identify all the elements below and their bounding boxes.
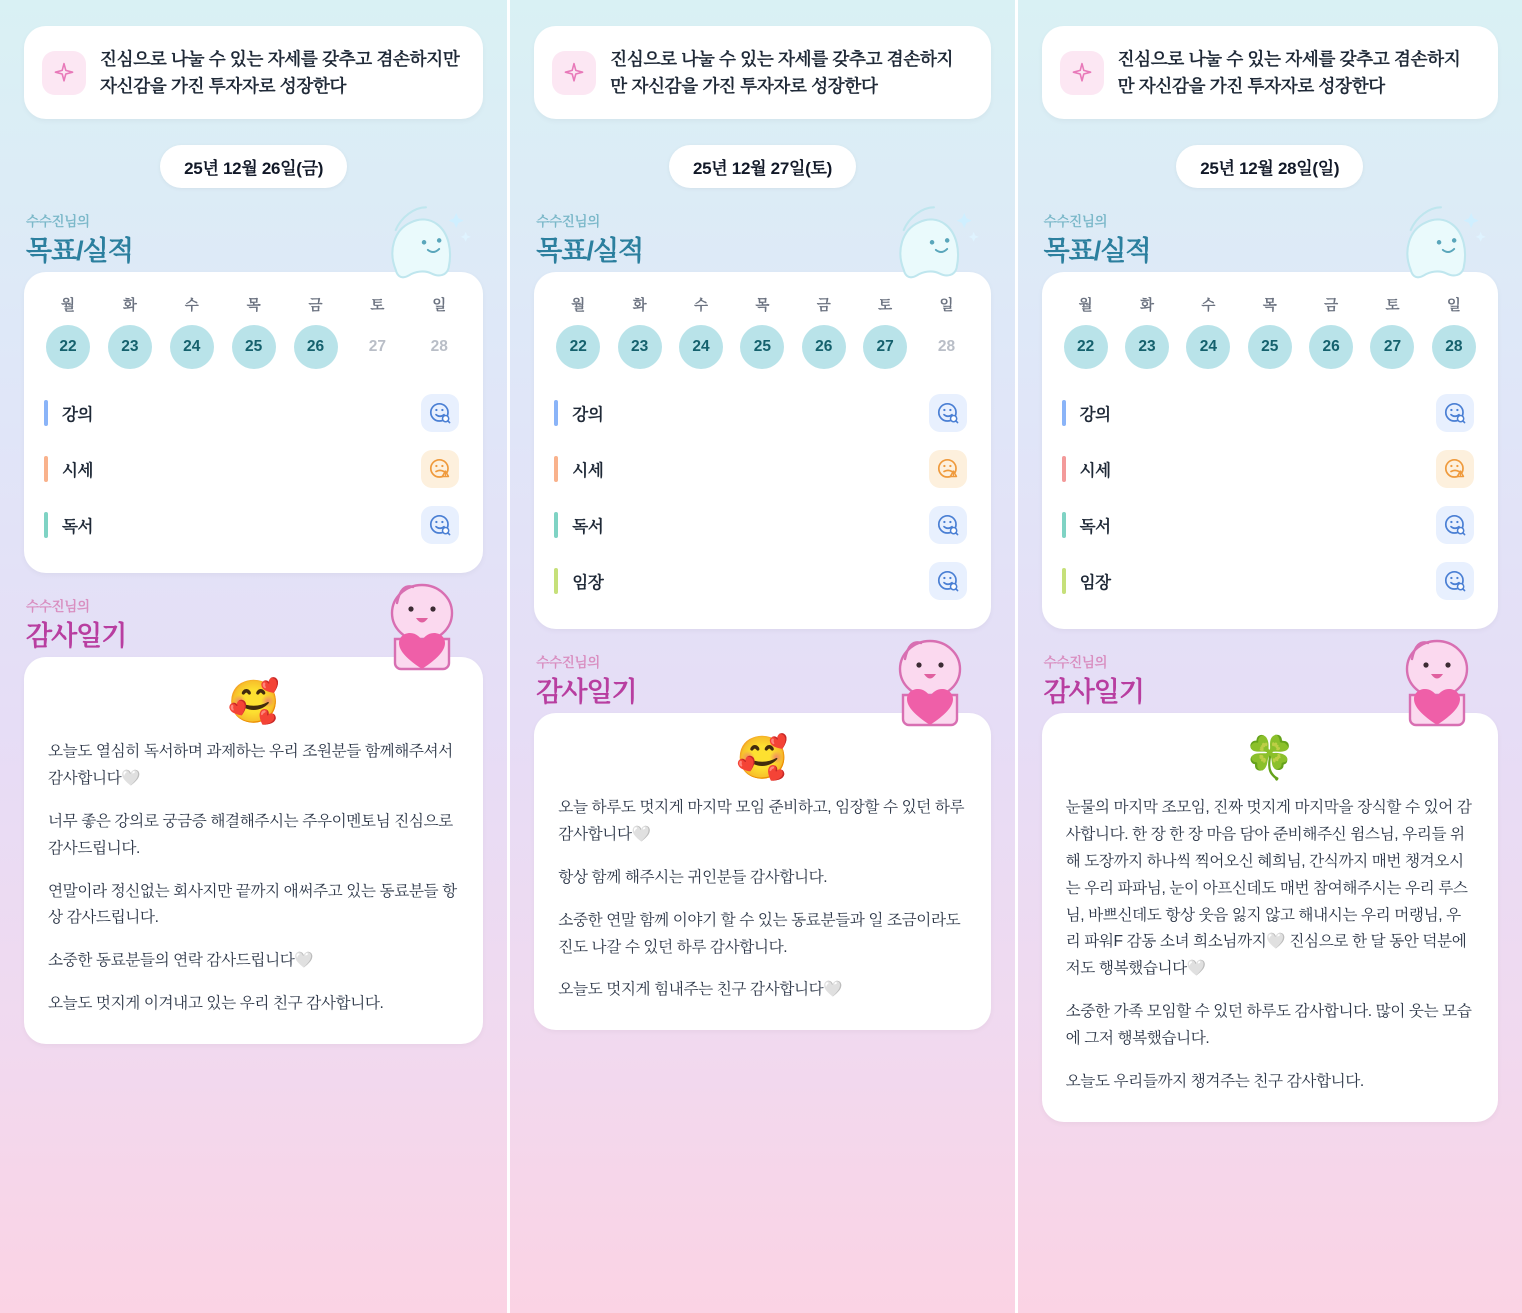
calendar-day[interactable]: 22	[1064, 325, 1108, 369]
diary-card	[24, 657, 483, 1044]
task-name: 독서	[1079, 518, 1111, 537]
calendar-day[interactable]: 22	[46, 325, 90, 369]
quote-text: 진심으로 나눌 수 있는 자세를 갖추고 겸손하지만 자신감을 가진 투자자로 성장한다	[100, 49, 460, 96]
task-color-bar	[44, 456, 48, 482]
task-list	[44, 385, 463, 553]
weekday-label: 목	[1262, 298, 1277, 315]
task-color-bar	[554, 456, 558, 482]
diary-paragraph: 오늘도 멋지게 이겨내고 있는 우리 친구 감사합니다.	[48, 995, 384, 1013]
task-row[interactable]	[44, 441, 463, 497]
weekday-label: 월	[60, 298, 75, 315]
sparkle-badge	[42, 51, 86, 95]
calendar-day[interactable]: 23	[1125, 325, 1169, 369]
goal-section-header	[1042, 210, 1498, 272]
goal-section-subtitle: 수수진님의	[536, 214, 601, 230]
date-pill[interactable]: 25년 12월 27일(토)	[669, 145, 856, 188]
mood-face-icon	[936, 457, 960, 481]
task-row[interactable]	[1062, 553, 1478, 609]
diary-paragraph: 오늘도 우리들까지 챙겨주는 친구 감사합니다.	[1065, 1072, 1364, 1090]
task-row[interactable]	[44, 385, 463, 441]
task-status-icon[interactable]	[421, 394, 459, 432]
task-status-icon[interactable]	[421, 506, 459, 544]
date-pill-wrap	[534, 145, 990, 188]
weekday-label: 수	[184, 298, 199, 315]
sparkle-badge	[1060, 51, 1104, 95]
diary-card	[534, 713, 990, 1030]
task-row[interactable]	[554, 553, 970, 609]
task-status-icon[interactable]	[421, 450, 459, 488]
diary-paragraph: 오늘도 멋지게 힘내주는 친구 감사합니다🤍	[558, 981, 843, 999]
goal-section-title: 목표/실적	[1043, 236, 1151, 267]
calendar-day[interactable]: 26	[802, 325, 846, 369]
goal-section-title: 목표/실적	[536, 236, 644, 267]
weekday-label: 토	[1385, 298, 1400, 315]
diary-paragraph: 너무 좋은 강의로 궁금증 해결해주시는 주우이멘토님 진심으로 감사드립니다.	[48, 813, 453, 857]
diary-paragraph: 오늘도 열심히 독서하며 과제하는 우리 조원분들 함께해주셔서 감사합니다🤍	[48, 743, 453, 788]
calendar-day-row	[44, 325, 463, 369]
task-name: 독서	[572, 518, 604, 537]
mood-face-icon	[1443, 569, 1467, 593]
task-name: 임장	[1079, 574, 1111, 593]
quote-card	[1042, 26, 1498, 119]
task-status-icon[interactable]	[1436, 394, 1474, 432]
diary-section-subtitle: 수수진님의	[1043, 655, 1108, 671]
diary-section-subtitle: 수수진님의	[536, 655, 601, 671]
diary-paragraph: 눈물의 마지막 조모임, 진짜 멋지게 마지막을 장식할 수 있어 감사합니다. 한 장 한 장 마음 담아 준비해주신 윔스님, 우리들 위해 도장까지 하나씩 찍어오신 혜희님, 간식까지 매번 챙겨오시는 우리 파파님, 눈이 아프신데도 매번 참여해주시는 우리 루스님, 바쁘신데도 항상 웃음 잃지 않고 해내시는 우리 머랭님, 우리 파워F 감동 소녀 희소님까지🤍 진심으로 한 달 동안 덕분에 저도 행복했습니다🤍	[1065, 799, 1472, 978]
diary-paragraph: 소중한 동료분들의 연락 감사드립니다🤍	[48, 952, 314, 970]
mood-face-icon	[1443, 513, 1467, 537]
task-color-bar	[1062, 512, 1066, 538]
task-status-icon[interactable]	[1436, 506, 1474, 544]
task-label-group	[44, 400, 93, 426]
weekday-label: 토	[878, 298, 893, 315]
sparkle-badge	[552, 51, 596, 95]
diary-paragraph: 항상 함께 해주시는 귀인분들 감사합니다.	[558, 869, 828, 886]
weekday-label: 수	[694, 298, 709, 315]
mascot-heart-icon	[367, 573, 477, 681]
calendar-day[interactable]: 27	[863, 325, 907, 369]
sparkle-icon	[1070, 61, 1094, 85]
mascot-heart	[1382, 629, 1492, 735]
diary-paragraph: 소중한 가족 모임할 수 있던 하루도 감사합니다. 많이 웃는 모습에 그저 행복했습니다.	[1065, 1003, 1472, 1047]
task-row[interactable]	[554, 385, 970, 441]
task-name: 강의	[572, 406, 604, 425]
weekday-row	[44, 294, 463, 315]
task-label-group	[44, 456, 93, 482]
goal-section-subtitle: 수수진님의	[26, 214, 90, 230]
calendar-day[interactable]: 28	[430, 338, 448, 356]
diary-emoji: 🥰	[227, 678, 280, 726]
diary-section-title: 감사일기	[536, 677, 637, 708]
mascot-heart-icon	[875, 629, 985, 737]
task-color-bar	[1062, 400, 1066, 426]
weekday-label: 화	[122, 298, 137, 315]
weekday-label: 목	[246, 298, 261, 315]
task-status-icon[interactable]	[929, 394, 967, 432]
task-name: 시세	[62, 462, 94, 481]
date-pill-wrap	[1042, 145, 1498, 188]
diary-emoji: 🥰	[736, 734, 789, 782]
sparkle-icon	[52, 61, 76, 85]
day-panel	[1015, 0, 1522, 1313]
calendar-day[interactable]: 24	[679, 325, 723, 369]
diary-emoji: 🍀	[1243, 734, 1296, 782]
diary-card	[1042, 713, 1498, 1121]
calendar-day[interactable]: 24	[170, 325, 214, 369]
weekday-label: 일	[939, 298, 954, 315]
task-name: 시세	[572, 462, 604, 481]
task-name: 시세	[1079, 462, 1111, 481]
weekday-label: 일	[432, 298, 447, 315]
weekday-row	[1062, 294, 1478, 315]
mood-face-icon	[428, 513, 452, 537]
mascot-ghost-icon	[373, 196, 477, 283]
mood-face-icon	[936, 401, 960, 425]
task-label-group	[1062, 568, 1111, 594]
calendar-day[interactable]: 25	[1248, 325, 1292, 369]
mood-face-icon	[428, 401, 452, 425]
task-row[interactable]	[554, 497, 970, 553]
weekday-label: 목	[755, 298, 770, 315]
mascot-ghost	[881, 196, 985, 282]
diary-section-header	[24, 595, 483, 657]
task-label-group	[1062, 512, 1111, 538]
mascot-heart	[367, 573, 477, 679]
task-color-bar	[554, 400, 558, 426]
mood-face-icon	[1443, 457, 1467, 481]
mascot-ghost	[373, 196, 477, 282]
task-name: 강의	[62, 406, 94, 425]
calendar-day[interactable]: 25	[740, 325, 784, 369]
weekday-label: 화	[632, 298, 647, 315]
calendar-day-row	[554, 325, 970, 369]
task-name: 독서	[62, 518, 94, 537]
diary-section-title: 감사일기	[1043, 677, 1144, 708]
task-label-group	[1062, 456, 1111, 482]
date-pill-wrap	[24, 145, 483, 188]
task-status-icon[interactable]	[929, 506, 967, 544]
task-label-group	[44, 512, 93, 538]
task-label-group	[1062, 400, 1111, 426]
task-name: 임장	[572, 574, 604, 593]
task-label-group	[554, 400, 603, 426]
task-status-icon[interactable]	[1436, 450, 1474, 488]
weekday-label: 금	[308, 298, 323, 315]
mood-face-icon	[936, 513, 960, 537]
calendar-day[interactable]: 22	[556, 325, 600, 369]
weekday-label: 수	[1201, 298, 1216, 315]
weekday-label: 화	[1139, 298, 1154, 315]
calendar-day[interactable]: 27	[1370, 325, 1414, 369]
task-label-group	[554, 456, 603, 482]
task-color-bar	[44, 400, 48, 426]
weekday-label: 금	[816, 298, 831, 315]
task-color-bar	[554, 512, 558, 538]
calendar-day[interactable]: 26	[1309, 325, 1353, 369]
quote-text: 진심으로 나눌 수 있는 자세를 갖추고 겸손하지만 자신감을 가진 투자자로 성장한다	[610, 49, 954, 96]
weekday-label: 일	[1446, 298, 1461, 315]
task-row[interactable]	[44, 497, 463, 553]
mascot-ghost-icon	[881, 196, 985, 283]
task-color-bar	[1062, 456, 1066, 482]
weekday-label: 월	[571, 298, 586, 315]
diary-section-header	[534, 651, 990, 713]
diary-section-subtitle: 수수진님의	[26, 599, 90, 615]
task-row[interactable]	[1062, 385, 1478, 441]
day-panel	[0, 0, 507, 1313]
diary-section-header	[1042, 651, 1498, 713]
day-panel	[507, 0, 1014, 1313]
goal-card	[534, 272, 990, 629]
task-list	[554, 385, 970, 609]
goal-card	[24, 272, 483, 573]
sparkle-icon	[562, 61, 586, 85]
task-status-icon[interactable]	[1436, 562, 1474, 600]
calendar-day[interactable]: 25	[232, 325, 276, 369]
calendar-day[interactable]: 23	[108, 325, 152, 369]
task-label-group	[554, 568, 603, 594]
calendar-day-row	[1062, 325, 1478, 369]
diary-section-title: 감사일기	[26, 621, 127, 652]
quote-text: 진심으로 나눌 수 있는 자세를 갖추고 겸손하지만 자신감을 가진 투자자로 성장한다	[1117, 49, 1461, 96]
date-pill[interactable]: 25년 12월 28일(일)	[1176, 145, 1363, 188]
calendar-day[interactable]: 24	[1186, 325, 1230, 369]
task-status-icon[interactable]	[929, 562, 967, 600]
goal-section-header	[24, 210, 483, 272]
calendar-day[interactable]: 26	[294, 325, 338, 369]
weekday-label: 금	[1324, 298, 1339, 315]
diary-paragraph: 연말이라 정신없는 회사지만 끝까지 애써주고 있는 동료분들 항상 감사드립니다.	[48, 882, 457, 927]
goal-section-header	[534, 210, 990, 272]
mascot-ghost	[1388, 196, 1492, 282]
calendar-day[interactable]: 28	[937, 338, 956, 356]
task-status-icon[interactable]	[929, 450, 967, 488]
calendar-day[interactable]: 23	[618, 325, 662, 369]
mood-face-icon	[1443, 401, 1467, 425]
task-list	[1062, 385, 1478, 609]
weekday-label: 월	[1078, 298, 1093, 315]
task-name: 강의	[1079, 406, 1111, 425]
goal-section-title: 목표/실적	[26, 236, 133, 267]
goal-section-subtitle: 수수진님의	[1043, 214, 1108, 230]
task-color-bar	[554, 568, 558, 594]
diary-paragraph: 오늘 하루도 멋지게 마지막 모임 준비하고, 임장할 수 있던 하루 감사합니다🤍	[558, 799, 965, 844]
task-color-bar	[44, 512, 48, 538]
quote-card	[24, 26, 483, 119]
quote-card	[534, 26, 990, 119]
task-row[interactable]	[1062, 441, 1478, 497]
mood-face-icon	[936, 569, 960, 593]
task-color-bar	[1062, 568, 1066, 594]
task-row[interactable]	[1062, 497, 1478, 553]
weekday-row	[554, 294, 970, 315]
mood-face-icon	[428, 457, 452, 481]
goal-card	[1042, 272, 1498, 629]
calendar-day[interactable]: 27	[368, 338, 386, 356]
date-pill[interactable]: 25년 12월 26일(금)	[160, 145, 347, 188]
task-label-group	[554, 512, 603, 538]
calendar-day[interactable]: 28	[1432, 325, 1476, 369]
diary-paragraph: 소중한 연말 함께 이야기 할 수 있는 동료분들과 일 조금이라도 진도 나갈 수 있던 하루 감사합니다.	[558, 911, 961, 956]
weekday-label: 토	[370, 298, 385, 315]
mascot-heart	[875, 629, 985, 735]
task-row[interactable]	[554, 441, 970, 497]
mascot-ghost-icon	[1388, 196, 1492, 283]
mascot-heart-icon	[1382, 629, 1492, 737]
